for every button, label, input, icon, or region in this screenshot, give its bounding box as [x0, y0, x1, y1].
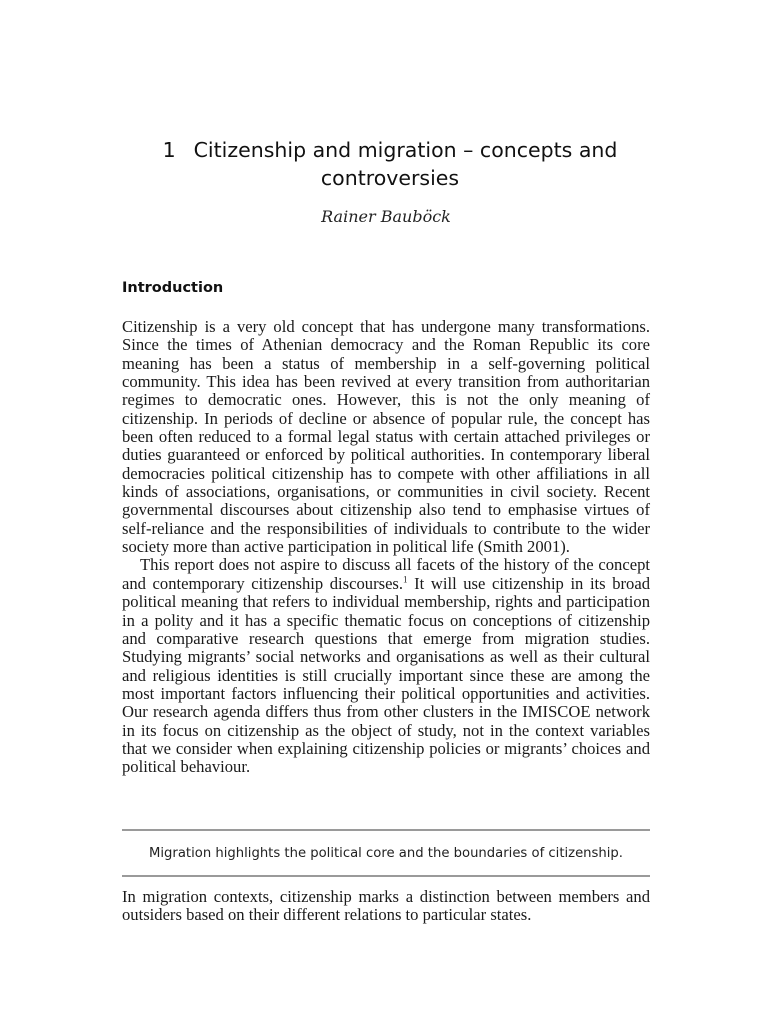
- paragraph-1: Citizenship is a very old concept that has undergone many transformations. Since the times of Athenian democracy and the Roman Republic its core meaning has been a status of membership in a self-governing political community. This idea has been revived at every transition from authoritarian regimes to democratic ones. However, this is not the only meaning of citizenship. In periods of decline or absence of popular rule, the concept has been often reduced to a formal legal status with certain attached privileges or duties guaranteed or enforced by political authorities. In contemporary liberal democracies political citizenship has to compete with other affiliations in all kinds of associations, organisations, or communities in civil society. Recent governmental discourses about citizenship also tend to emphasise virtues of self-reliance and the responsibilities of individuals to contribute to the wider society more than active participation in political life (Smith 2001).: [122, 317, 650, 557]
- paragraph-2-text-a: This report does not aspire to discuss all facets of the history of the concept and contemporary citizenship discourses.: [122, 555, 650, 593]
- pull-quote-text: Migration highlights the political core and the boundaries of citizenship.: [149, 845, 623, 861]
- paragraph-3: In migration contexts, citizenship marks a distinction between members and outsiders based on their different relations to particular states.: [122, 887, 650, 925]
- chapter-number: 1: [162, 138, 176, 162]
- continuation-body: [122, 888, 650, 925]
- paragraph-2: [122, 556, 650, 776]
- chapter-title: [150, 136, 630, 192]
- chapter-title-line1: Citizenship and migration – concepts and: [193, 138, 618, 162]
- author-name: Rainer Bauböck: [321, 207, 451, 226]
- pull-quote-box: [122, 829, 650, 877]
- introduction-body: [122, 318, 650, 777]
- chapter-title-line2: controversies: [320, 166, 460, 190]
- section-heading-introduction: Introduction: [122, 280, 224, 296]
- footnote-marker[interactable]: 1: [403, 574, 408, 585]
- paragraph-2-text-b: It will use citizenship in its broad political meaning that refers to individual membership, rights and participation in a polity and it has a specific thematic focus on conceptions of citizenship and comparative research questions that emerge from migration studies. Studying migrants’ social networks and organisations as well as their cultural and religious identities is still crucially important since these are among the most important factors influencing their political opportunities and activities. Our research agenda differs thus from other clusters in the IMISCOE network in its focus on citizenship as the object of study, not in the context variables that we consider when explaining citizenship policies or migrants’ choices and political behaviour.: [122, 573, 650, 777]
